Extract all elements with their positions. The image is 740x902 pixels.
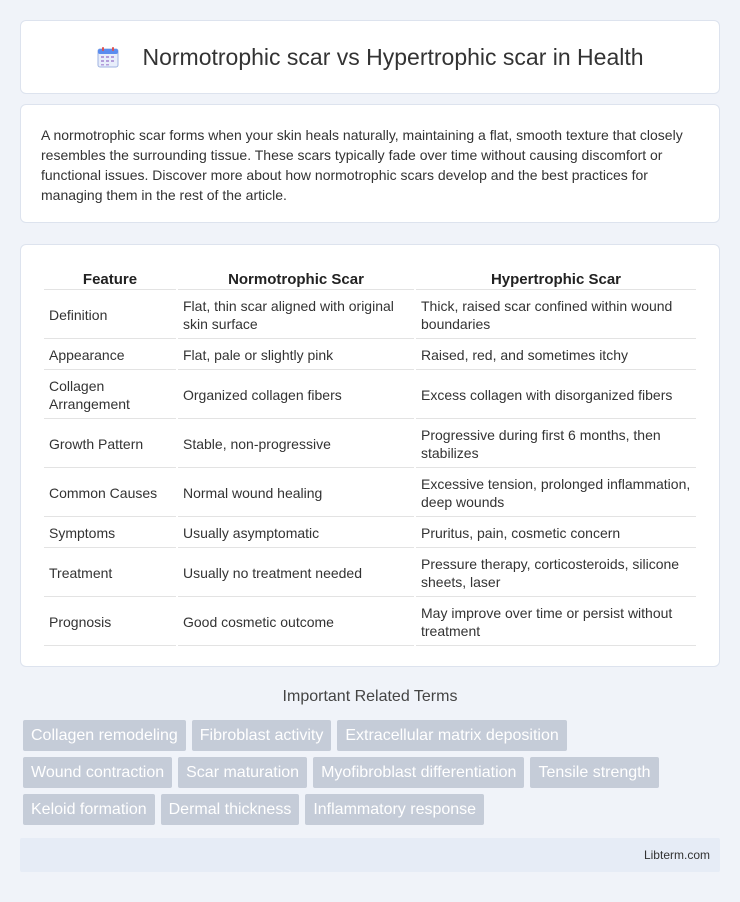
- footer-site-link[interactable]: Libterm.com: [643, 848, 710, 862]
- normotrophic-cell: Flat, pale or slightly pink: [178, 341, 414, 370]
- normotrophic-cell: Flat, thin scar aligned with original skin surface: [178, 292, 414, 339]
- term-tag[interactable]: Wound contraction: [23, 757, 172, 788]
- term-tag[interactable]: Collagen remodeling: [23, 720, 186, 751]
- table-row: [44, 341, 696, 370]
- term-tag[interactable]: Dermal thickness: [161, 794, 300, 825]
- header-feature: Feature: [44, 267, 176, 290]
- normotrophic-cell: Usually no treatment needed: [178, 550, 414, 597]
- table-row: [44, 292, 696, 339]
- hypertrophic-cell: Pressure therapy, corticosteroids, silicone sheets, laser: [416, 550, 696, 597]
- related-terms-title: Important Related Terms: [282, 688, 458, 705]
- hypertrophic-cell: Thick, raised scar confined within wound boundaries: [416, 292, 696, 339]
- term-row: [23, 720, 723, 751]
- feature-cell: Collagen Arrangement: [44, 372, 176, 419]
- hypertrophic-cell: Excess collagen with disorganized fibers: [416, 372, 696, 419]
- table-header-row: [44, 267, 696, 290]
- term-row: [23, 757, 723, 788]
- table-row: [44, 421, 696, 468]
- table-row: [44, 470, 696, 517]
- intro-text: A normotrophic scar forms when your skin heals naturally, maintaining a flat, smooth texture that closely resembles the surrounding tissue. These scars typically fade over time without causing discomfort or functional issues. Discover more about how normotrophic scars develop and the best practices for managing them in the rest of the article.: [41, 127, 683, 203]
- table-row: [44, 372, 696, 419]
- page-title: Normotrophic scar vs Hypertrophic scar in Health: [142, 43, 644, 70]
- hypertrophic-cell: Progressive during first 6 months, then stabilizes: [416, 421, 696, 468]
- title-wrap: [96, 44, 643, 71]
- table-row: [44, 519, 696, 548]
- feature-cell: Appearance: [44, 341, 176, 370]
- header-normotrophic: Normotrophic Scar: [178, 267, 414, 290]
- term-row: [23, 794, 723, 825]
- feature-cell: Definition: [44, 292, 176, 339]
- hypertrophic-cell: May improve over time or persist without treatment: [416, 599, 696, 646]
- term-tag[interactable]: Tensile strength: [530, 757, 658, 788]
- intro-card: [20, 104, 720, 223]
- table-row: [44, 599, 696, 646]
- header-card: [20, 20, 720, 94]
- feature-cell: Growth Pattern: [44, 421, 176, 468]
- calendar-icon: [96, 45, 120, 69]
- feature-cell: Prognosis: [44, 599, 176, 646]
- normotrophic-cell: Stable, non-progressive: [178, 421, 414, 468]
- term-tag[interactable]: Keloid formation: [23, 794, 155, 825]
- hypertrophic-cell: Excessive tension, prolonged inflammation, deep wounds: [416, 470, 696, 517]
- hypertrophic-cell: Raised, red, and sometimes itchy: [416, 341, 696, 370]
- feature-cell: Common Causes: [44, 470, 176, 517]
- feature-cell: Treatment: [44, 550, 176, 597]
- related-terms: [23, 720, 723, 831]
- feature-cell: Symptoms: [44, 519, 176, 548]
- normotrophic-cell: Good cosmetic outcome: [178, 599, 414, 646]
- comparison-table: [42, 265, 698, 648]
- normotrophic-cell: Normal wound healing: [178, 470, 414, 517]
- term-tag[interactable]: Scar maturation: [178, 757, 307, 788]
- hypertrophic-cell: Pruritus, pain, cosmetic concern: [416, 519, 696, 548]
- term-tag[interactable]: Fibroblast activity: [192, 720, 332, 751]
- footer: [20, 838, 720, 872]
- comparison-table-card: [20, 244, 720, 667]
- header-hypertrophic: Hypertrophic Scar: [416, 267, 696, 290]
- normotrophic-cell: Usually asymptomatic: [178, 519, 414, 548]
- normotrophic-cell: Organized collagen fibers: [178, 372, 414, 419]
- term-tag[interactable]: Myofibroblast differentiation: [313, 757, 524, 788]
- term-tag[interactable]: Extracellular matrix deposition: [337, 720, 566, 751]
- table-row: [44, 550, 696, 597]
- term-tag[interactable]: Inflammatory response: [305, 794, 484, 825]
